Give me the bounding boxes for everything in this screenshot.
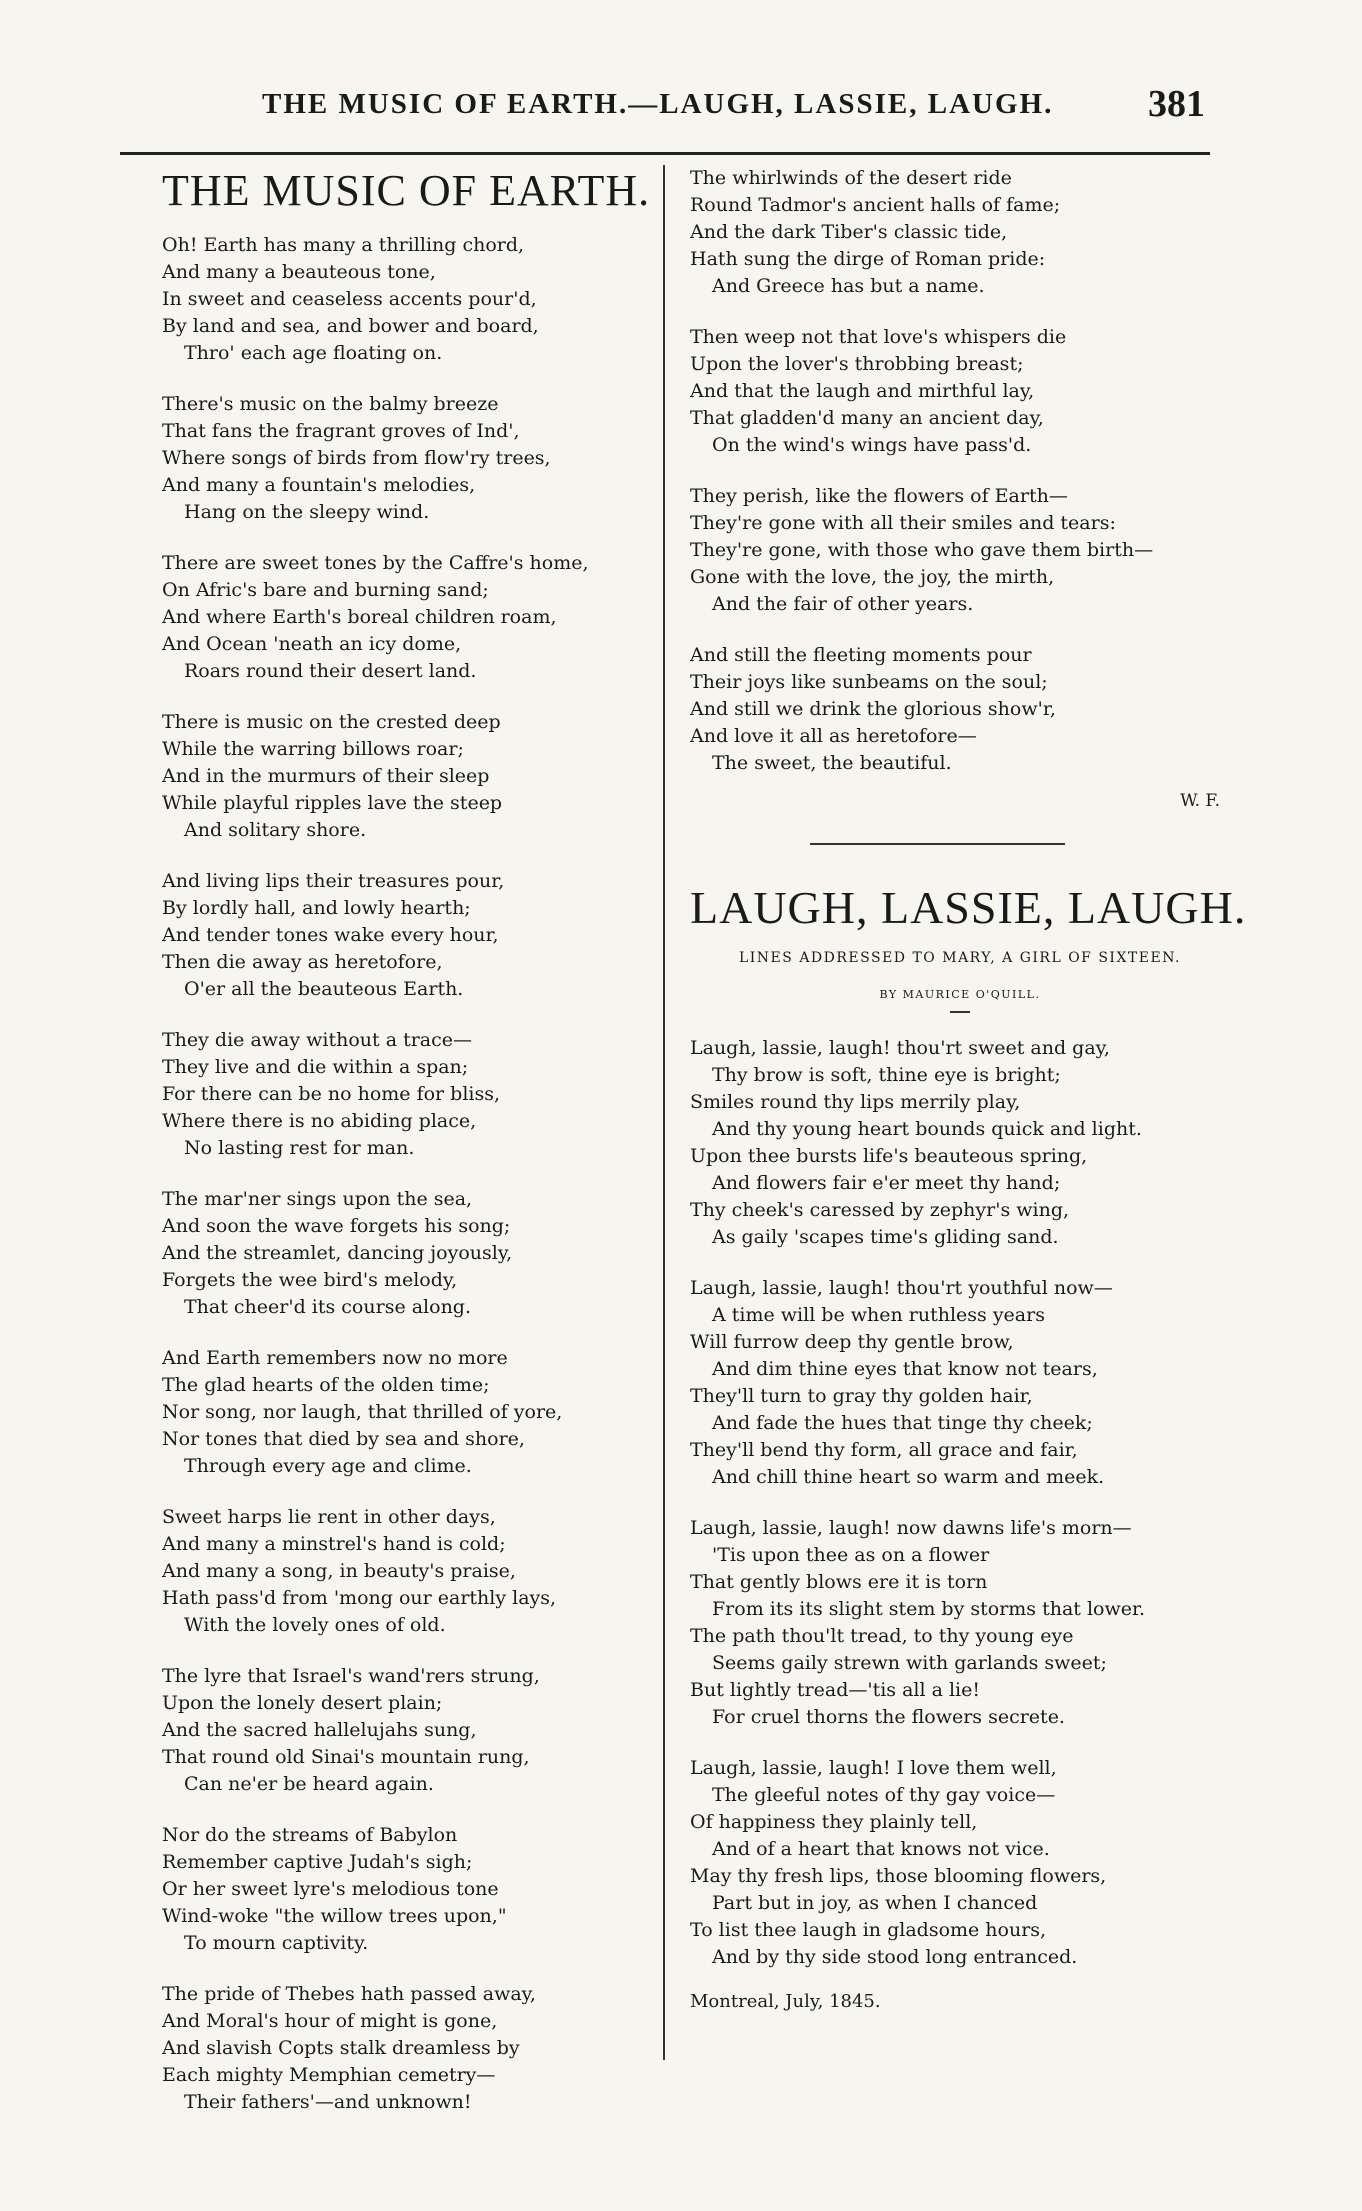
verse-line: They die away without a trace— [162, 1029, 473, 1051]
verse-line: And by thy side stood long entranced. [712, 1946, 1078, 1968]
verse-line: Where songs of birds from flow'ry trees, [162, 447, 551, 469]
poem-body-continued [690, 165, 1230, 777]
verse-line: With the lovely ones of old. [184, 1614, 446, 1636]
verse-line: May thy fresh lips, those blooming flowers, [690, 1865, 1107, 1887]
verse-line: Will furrow deep thy gentle brow, [690, 1331, 1014, 1353]
stanza [162, 1663, 642, 1798]
verse-line: And Ocean 'neath an icy dome, [162, 633, 462, 655]
verse-line: And still we drink the glorious show'r, [690, 698, 1056, 720]
verse-line: Forgets the wee bird's melody, [162, 1269, 458, 1291]
stanza [162, 391, 642, 526]
verse-line: Then die away as heretofore, [162, 951, 443, 973]
running-title: THE MUSIC OF EARTH.—LAUGH, LASSIE, LAUGH. [262, 88, 1054, 120]
verse-line: To list thee laugh in gladsome hours, [690, 1919, 1047, 1941]
verse-line: And the streamlet, dancing joyously, [162, 1242, 513, 1264]
verse-line: Round Tadmor's ancient halls of fame; [690, 194, 1061, 216]
stanza [690, 1515, 1230, 1731]
verse-line: And love it all as heretofore— [690, 725, 977, 747]
verse-line: That round old Sinai's mountain rung, [162, 1746, 530, 1768]
stanza [690, 1035, 1230, 1251]
verse-line: But lightly tread—'tis all a lie! [690, 1679, 981, 1701]
verse-line: Thy cheek's caressed by zephyr's wing, [690, 1199, 1070, 1221]
verse-line: And solitary shore. [184, 819, 367, 841]
verse-line: Their fathers'—and unknown! [184, 2091, 472, 2113]
verse-line: As gaily 'scapes time's gliding sand. [712, 1226, 1059, 1248]
verse-line: Or her sweet lyre's melodious tone [162, 1878, 499, 1900]
verse-line: From its its slight stem by storms that lower. [712, 1598, 1146, 1620]
poem-subtitle: LINES ADDRESSED TO MARY, A GIRL OF SIXTEEN. [738, 950, 1182, 966]
verse-line: 'Tis upon thee as on a flower [712, 1544, 990, 1566]
left-column [162, 165, 651, 2140]
verse-line: By lordly hall, and lowly hearth; [162, 897, 471, 919]
stanza [162, 550, 642, 685]
verse-line: While playful ripples lave the steep [162, 792, 503, 814]
verse-line: The sweet, the beautiful. [712, 752, 952, 774]
stanza [162, 1345, 642, 1480]
verse-line: In sweet and ceaseless accents pour'd, [162, 288, 537, 310]
verse-line: Nor tones that died by sea and shore, [162, 1428, 525, 1450]
verse-line: And the dark Tiber's classic tide, [690, 221, 1008, 243]
stanza [690, 165, 1230, 300]
verse-line: And soon the wave forgets his song; [162, 1215, 511, 1237]
verse-line: The mar'ner sings upon the sea, [162, 1188, 473, 1210]
verse-line: There is music on the crested deep [162, 711, 501, 733]
verse-line: And chill thine heart so warm and meek. [712, 1466, 1105, 1488]
verse-line: Of happiness they plainly tell, [690, 1811, 978, 1833]
verse-line: And still the fleeting moments pour [690, 644, 1032, 666]
verse-line: For cruel thorns the flowers secrete. [712, 1706, 1065, 1728]
verse-line: No lasting rest for man. [184, 1137, 415, 1159]
verse-line: For there can be no home for bliss, [162, 1083, 501, 1105]
verse-line: Upon the lover's throbbing breast; [690, 353, 1024, 375]
verse-line: And many a minstrel's hand is cold; [162, 1533, 506, 1555]
verse-line: Through every age and clime. [184, 1455, 472, 1477]
column-divider [663, 165, 665, 2060]
verse-line: And flowers fair e'er meet thy hand; [712, 1172, 1061, 1194]
verse-line: That cheer'd its course along. [184, 1296, 472, 1318]
verse-line: While the warring billows roar; [162, 738, 464, 760]
verse-line: O'er all the beauteous Earth. [184, 978, 464, 1000]
verse-line: On the wind's wings have pass'd. [712, 434, 1032, 456]
poem-title: LAUGH, LASSIE, LAUGH. [690, 882, 1247, 933]
poem-body [162, 232, 642, 2116]
verse-line: Each mighty Memphian cemetry— [162, 2064, 496, 2086]
verse-line: Laugh, lassie, laugh! I love them well, [690, 1757, 1057, 1779]
verse-line: Smiles round thy lips merrily play, [690, 1091, 1021, 1113]
verse-line: Thy brow is soft, thine eye is bright; [712, 1064, 1061, 1086]
verse-line: They're gone, with those who gave them birth— [690, 539, 1154, 561]
verse-line: Laugh, lassie, laugh! now dawns life's morn— [690, 1517, 1132, 1539]
verse-line: The gleeful notes of thy gay voice— [712, 1784, 1056, 1806]
stanza [162, 1504, 642, 1639]
verse-line: And many a beauteous tone, [162, 261, 436, 283]
verse-line: Can ne'er be heard again. [184, 1773, 434, 1795]
verse-line: They'll turn to gray thy golden hair, [690, 1385, 1033, 1407]
verse-line: Hath sung the dirge of Roman pride: [690, 248, 1046, 270]
verse-line: Thro' each age floating on. [184, 342, 443, 364]
stanza [162, 1027, 642, 1162]
stanza [162, 1981, 642, 2116]
verse-line: To mourn captivity. [184, 1932, 369, 1954]
verse-line: Nor do the streams of Babylon [162, 1824, 458, 1846]
verse-line: And that the laugh and mirthful lay, [690, 380, 1035, 402]
verse-line: Oh! Earth has many a thrilling chord, [162, 234, 525, 256]
verse-line: Laugh, lassie, laugh! thou'rt sweet and gay, [690, 1037, 1110, 1059]
verse-line: And the sacred hallelujahs sung, [162, 1719, 477, 1741]
stanza [690, 642, 1230, 777]
stanza [690, 483, 1230, 618]
verse-line: And where Earth's boreal children roam, [162, 606, 557, 628]
verse-line: Nor song, nor laugh, that thrilled of yore, [162, 1401, 563, 1423]
header-rule [120, 152, 1210, 155]
running-head [0, 83, 1362, 138]
verse-line: And many a fountain's melodies, [162, 474, 476, 496]
verse-line: There are sweet tones by the Caffre's home, [162, 552, 589, 574]
poem-byline: BY MAURICE O'QUILL. [879, 988, 1041, 1001]
verse-line: That gently blows ere it is torn [690, 1571, 988, 1593]
stanza [690, 1755, 1230, 1971]
stanza [162, 868, 642, 1003]
verse-line: They're gone with all their smiles and tears: [690, 512, 1116, 534]
verse-line: And dim thine eyes that know not tears, [712, 1358, 1098, 1380]
verse-line: They live and die within a span; [162, 1056, 469, 1078]
verse-line: The path thou'lt tread, to thy young eye [690, 1625, 1074, 1647]
verse-line: Seems gaily strewn with garlands sweet; [712, 1652, 1107, 1674]
verse-line: Hang on the sleepy wind. [184, 501, 430, 523]
byline-rule [950, 1011, 970, 1013]
verse-line: A time will be when ruthless years [712, 1304, 1045, 1326]
right-column [690, 165, 1247, 2012]
verse-line: And many a song, in beauty's praise, [162, 1560, 516, 1582]
poem-title: THE MUSIC OF EARTH. [162, 166, 651, 215]
verse-line: Upon thee bursts life's beauteous spring, [690, 1145, 1088, 1167]
verse-line: Then weep not that love's whispers die [690, 326, 1067, 348]
verse-line: Upon the lonely desert plain; [162, 1692, 443, 1714]
verse-line: The lyre that Israel's wand'rers strung, [162, 1665, 540, 1687]
dateline: Montreal, July, 1845. [690, 1991, 881, 2012]
verse-line: That fans the fragrant groves of Ind', [162, 420, 520, 442]
verse-line: The whirlwinds of the desert ride [690, 167, 1012, 189]
verse-line: Remember captive Judah's sigh; [162, 1851, 473, 1873]
verse-line: Hath pass'd from 'mong our earthly lays, [162, 1587, 557, 1609]
verse-line: The pride of Thebes hath passed away, [162, 1983, 536, 2005]
section-rule [810, 843, 1065, 845]
poem-signature: W. F. [1180, 791, 1220, 811]
poem-body [690, 1035, 1230, 1971]
verse-line: And thy young heart bounds quick and light. [712, 1118, 1142, 1140]
verse-line: Roars round their desert land. [184, 660, 477, 682]
verse-line: And Greece has but a name. [712, 275, 985, 297]
verse-line: And of a heart that knows not vice. [712, 1838, 1050, 1860]
verse-line: And slavish Copts stalk dreamless by [162, 2037, 520, 2059]
verse-line: The glad hearts of the olden time; [162, 1374, 490, 1396]
verse-line: And living lips their treasures pour, [162, 870, 505, 892]
verse-line: And in the murmurs of their sleep [162, 765, 490, 787]
verse-line: And fade the hues that tinge thy cheek; [712, 1412, 1093, 1434]
stanza [162, 1186, 642, 1321]
verse-line: They'll bend thy form, all grace and fair, [690, 1439, 1078, 1461]
verse-line: Laugh, lassie, laugh! thou'rt youthful now— [690, 1277, 1113, 1299]
verse-line: Wind-woke "the willow trees upon," [162, 1905, 507, 1927]
verse-line: And tender tones wake every hour, [162, 924, 499, 946]
verse-line: Their joys like sunbeams on the soul; [690, 671, 1048, 693]
verse-line: Gone with the love, the joy, the mirth, [690, 566, 1055, 588]
stanza [690, 1275, 1230, 1491]
verse-line: Sweet harps lie rent in other days, [162, 1506, 496, 1528]
verse-line: Part but in joy, as when I chanced [712, 1892, 1038, 1914]
page-number: 381 [1148, 83, 1205, 125]
verse-line: Where there is no abiding place, [162, 1110, 477, 1132]
verse-line: By land and sea, and bower and board, [162, 315, 539, 337]
verse-line: There's music on the balmy breeze [162, 393, 499, 415]
verse-line: And the fair of other years. [712, 593, 974, 615]
verse-line: And Earth remembers now no more [162, 1347, 508, 1369]
verse-line: They perish, like the flowers of Earth— [690, 485, 1068, 507]
verse-line: On Afric's bare and burning sand; [162, 579, 489, 601]
verse-line: And Moral's hour of might is gone, [162, 2010, 498, 2032]
stanza [690, 324, 1230, 459]
stanza [162, 1822, 642, 1957]
stanza [162, 709, 642, 844]
verse-line: That gladden'd many an ancient day, [690, 407, 1044, 429]
stanza [162, 232, 642, 367]
